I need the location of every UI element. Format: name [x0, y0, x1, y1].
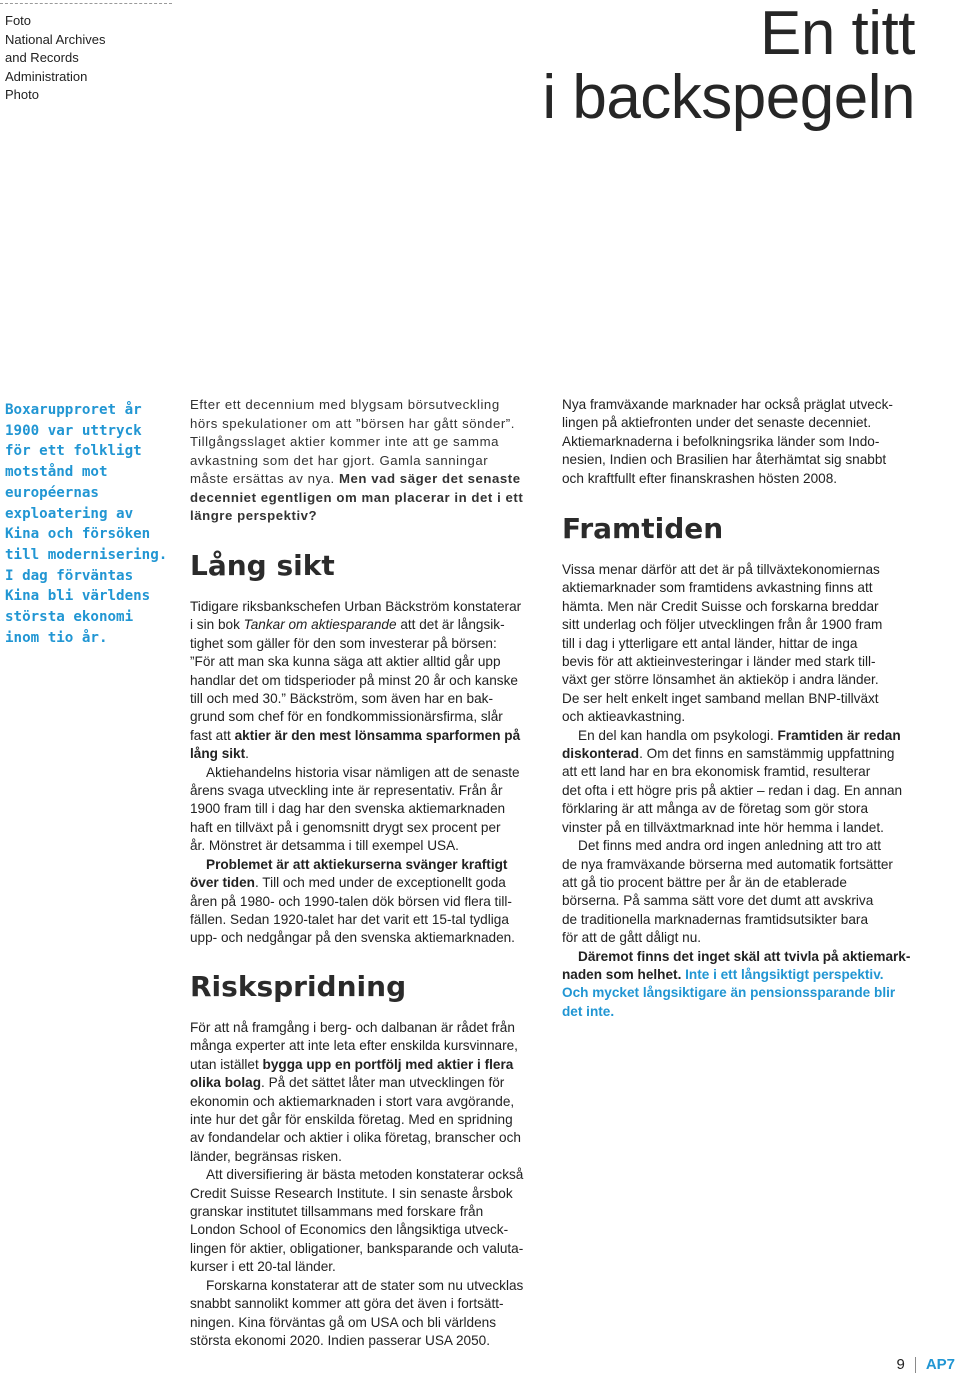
bold-text-run: Problemet är att aktiekurserna svänger kraftigt — [206, 856, 508, 872]
text-line — [562, 616, 932, 634]
text-run: grund som chef för en fondkommissionärsfirma, slår — [190, 709, 503, 725]
bold-text-run: Men vad säger det senaste — [338, 471, 521, 486]
text-run: att ett land har en bra ekonomisk framtid, resulterar — [562, 764, 871, 780]
text-run: ningen. Kina förväntas gå om USA och bli världens — [190, 1314, 497, 1330]
text-run: aktiemarknader som framtidens avkastning finns att — [562, 580, 873, 596]
text-run: För att nå framgång i berg- och dalbanan är rådet från — [190, 1020, 515, 1035]
bold-text-run: diskonterad — [562, 746, 640, 762]
text-run: att gå tio procent bättre per år än de etablerade — [562, 874, 847, 890]
text-run: inom tio år. — [5, 629, 108, 646]
text-line — [190, 856, 550, 874]
text-run: De ser helt enkelt inget samband mellan BNP-tillväxt — [562, 690, 879, 706]
text-line — [190, 745, 550, 763]
text-line — [562, 414, 932, 432]
text-line — [190, 672, 550, 690]
text-run: handlar det om tidsperioder på minst 20 år och kanske — [190, 672, 518, 688]
text-line — [562, 856, 932, 874]
text-line — [562, 1003, 932, 1021]
text-line — [5, 68, 105, 87]
text-line — [5, 524, 180, 545]
text-run: 1900 var uttryck — [5, 422, 142, 439]
text-line — [190, 819, 550, 837]
right-column-intro — [562, 396, 932, 488]
text-line — [5, 504, 180, 525]
text-run: and Records — [5, 50, 79, 65]
text-run: européernas — [5, 484, 99, 501]
text-line — [5, 441, 180, 462]
text-line — [5, 49, 105, 68]
text-line — [190, 635, 550, 653]
text-line — [190, 1203, 550, 1221]
highlight-text-run: Och mycket långsiktigare än pensionssparande blir — [562, 985, 896, 1001]
text-line — [190, 1166, 550, 1184]
section-body-lang-sikt — [190, 598, 550, 948]
text-line — [190, 1332, 550, 1350]
text-line — [562, 451, 932, 469]
text-line — [562, 433, 932, 451]
text-run: största ekonomi — [5, 609, 134, 626]
text-line — [190, 653, 550, 671]
text-line — [190, 1277, 550, 1295]
bold-text-run: bygga upp en portfölj med aktier i flera — [262, 1056, 514, 1072]
text-line — [5, 421, 180, 442]
text-run: till i dag i ytterligare ett antal länder, hittar de inga — [562, 635, 858, 651]
highlight-text-run: Inte i ett långsiktigt perspektiv. — [685, 966, 884, 982]
text-run: Tidigare riksbankschefen Urban Bäckström konstaterar — [190, 599, 522, 614]
text-run: hämta. Men när Credit Suisse och forskarna breddar — [562, 598, 879, 614]
text-run: Att diversifiering är bästa metoden konstaterar också — [206, 1167, 524, 1183]
text-run: snabbt sannolikt kommer att göra det även i fortsätt- — [190, 1296, 504, 1312]
text-run: för att de gått dåligt nu. — [562, 930, 702, 946]
text-line — [5, 628, 180, 649]
text-line — [5, 31, 105, 50]
text-run: lingen för aktier, obligationer, banksparande och valuta- — [190, 1240, 524, 1256]
text-run: Efter ett decennium med blygsam börsutveckling — [190, 397, 500, 412]
text-line — [190, 452, 550, 471]
text-line — [190, 782, 550, 800]
title-line-1: En titt — [759, 0, 915, 68]
text-line — [562, 561, 932, 579]
text-line — [190, 893, 550, 911]
text-run: många experter att inte leta efter enskilda kursvinnare, — [190, 1038, 518, 1054]
text-run: hörs spekulationer om att ”börsen har gått sönder”. — [190, 415, 515, 431]
text-run: tighet som gäller för den som investerar på börsen: — [190, 635, 497, 651]
text-line — [190, 764, 550, 782]
text-run: avkastning som det har gjort. Gamla sanningar — [190, 452, 489, 468]
text-line — [562, 782, 932, 800]
text-run: de traditionella marknadernas framtidsutsikter bara — [562, 911, 869, 927]
page-number: 9 — [896, 1356, 905, 1373]
text-line — [190, 1185, 550, 1203]
text-run: nesien, Indien och Brasilien har återhämtat sig snabbt — [562, 452, 887, 468]
text-run: Kina bli världens — [5, 588, 151, 605]
text-line — [190, 1221, 550, 1239]
text-run: Photo — [5, 87, 39, 102]
text-line — [562, 727, 932, 745]
text-line — [190, 616, 550, 634]
text-run: fast att — [190, 727, 235, 743]
text-line — [190, 1019, 550, 1037]
text-line — [190, 727, 550, 745]
text-run: lingen på aktiefronten under det senaste decenniet. — [562, 415, 872, 431]
text-line — [190, 1093, 550, 1111]
bold-text-run: längre perspektiv? — [190, 508, 318, 523]
bold-text-run: över tiden — [190, 875, 255, 891]
text-run: att det är långsik- — [396, 617, 505, 633]
text-run: ”För att man ska kunna säga att aktier alltid går upp — [190, 654, 501, 670]
text-line — [190, 396, 550, 415]
text-run: Forskarna konstaterar att de stater som nu utvecklas — [206, 1277, 524, 1293]
text-line — [562, 763, 932, 781]
text-line — [190, 489, 550, 508]
text-line — [5, 12, 105, 31]
text-line — [562, 708, 932, 726]
text-run: upp- och nedgångar på den svenska aktiemarknaden. — [190, 930, 515, 946]
text-line — [190, 470, 550, 489]
bold-text-run: Däremot finns det inget skäl att tvivla på aktiemark- — [578, 948, 911, 964]
text-line — [5, 400, 180, 421]
pull-quote — [5, 400, 180, 648]
page-footer — [896, 1356, 955, 1374]
text-run: sitt underlag och följer utvecklingen från år 1900 fram — [562, 617, 883, 633]
text-line — [562, 911, 932, 929]
text-run: Aktiemarknaderna i befolkningsrika länder som Indo- — [562, 433, 880, 449]
text-run: kurser i ett 20-tal länder. — [190, 1259, 336, 1275]
text-run: och kraftfullt efter finanskrashen hösten 2008. — [562, 470, 838, 486]
text-run: ekonomin och aktiemarknaden i stort vara avgörande, — [190, 1093, 515, 1109]
text-line — [562, 819, 932, 837]
text-line — [190, 690, 550, 708]
text-line — [190, 874, 550, 892]
dashed-divider — [0, 3, 172, 4]
text-run: växt ger större lönsamhet än aktieköp i andra länder. — [562, 672, 879, 688]
text-run: National Archives — [5, 31, 106, 47]
text-line — [5, 586, 180, 607]
text-run: år. Mönstret är detsamma i till exempel USA. — [190, 838, 459, 854]
text-line — [5, 607, 180, 628]
text-line — [5, 566, 180, 587]
text-run: En del kan handla om psykologi. — [578, 727, 778, 743]
text-run: länder, begränsas risken. — [190, 1148, 342, 1164]
footer-separator — [915, 1357, 916, 1373]
text-run: Det finns med andra ord ingen anledning att tro att — [578, 838, 882, 854]
title-line-2: i backspegeln — [542, 63, 915, 132]
text-line — [562, 635, 932, 653]
text-run: I dag förväntas — [5, 567, 134, 584]
text-run: åren på 1980- och 1990-talen dök börsen vid flera till- — [190, 893, 512, 909]
text-run: utan istället — [190, 1056, 263, 1072]
text-line — [562, 800, 932, 818]
text-run: Tillgångsslaget aktier kommer inte att ge samma — [190, 434, 500, 449]
text-line — [190, 708, 550, 726]
text-run: haft en tillväxt på i genomsnitt drygt sex procent per — [190, 819, 501, 835]
article-title — [542, 2, 915, 130]
text-line — [5, 545, 180, 566]
text-line — [190, 1129, 550, 1147]
text-run: största ekonomi 2020. Indien passerar USA 2050. — [190, 1332, 490, 1348]
text-line — [190, 1240, 550, 1258]
text-run: i sin bok — [190, 617, 244, 633]
text-run: årens svaga utveckling inte är representativ. Från år — [190, 783, 503, 799]
text-line — [190, 1258, 550, 1276]
text-run: . På det sättet låter man utvecklingen för — [261, 1075, 505, 1091]
italic-text-run: Tankar om aktiesparande — [243, 617, 397, 633]
text-run: exploatering av — [5, 505, 134, 522]
text-run: Aktiehandelns historia visar nämligen att de senaste — [206, 764, 520, 780]
text-line — [190, 598, 550, 616]
bold-text-run: aktier är den mest lönsamma sparformen på — [234, 727, 521, 743]
highlight-text-run: det inte. — [562, 1003, 615, 1019]
text-line — [562, 892, 932, 910]
text-run: . Om det finns en samstämmig uppfattning — [639, 746, 895, 762]
text-run: och aktieavkastning. — [562, 709, 686, 725]
text-run: fällen. Sedan 1920-talet har det varit ett 15-tal tydliga — [190, 911, 509, 927]
text-run: Administration — [5, 68, 88, 84]
text-run: börserna. På samma sätt vore det dumt att avskriva — [562, 893, 874, 909]
text-run: det ofta i ett högre pris på aktier – redan i dag. En annan — [562, 782, 903, 798]
text-line — [562, 671, 932, 689]
text-line — [562, 745, 932, 763]
text-line — [190, 1056, 550, 1074]
text-run: Foto — [5, 13, 32, 28]
text-run: bevis för att aktieinvesteringar i länder med stark till- — [562, 654, 876, 670]
text-line — [562, 948, 932, 966]
text-run: måste ersättas av nya. — [190, 471, 339, 486]
text-line — [190, 911, 550, 929]
text-run: inte hur det går för enskilda företag. Med en spridning — [190, 1112, 513, 1128]
bold-text-run: Framtiden är redan — [777, 727, 901, 743]
intro-paragraph — [190, 396, 550, 526]
text-line — [190, 1148, 550, 1166]
text-line — [562, 984, 932, 1002]
text-run: till modernisering. — [5, 546, 168, 563]
section-body-riskspridning — [190, 1019, 550, 1350]
text-run: Vissa menar därför att det är på tillväxtekonomiernas — [562, 562, 880, 577]
text-line — [562, 579, 932, 597]
bold-text-run: decenniet egentligen om man placerar in det i ett — [190, 489, 524, 505]
text-run: . Till och med under de exceptionellt goda — [254, 875, 506, 891]
section-heading-lang-sikt: Lång sikt — [190, 549, 335, 582]
text-line — [190, 1295, 550, 1313]
bold-text-run: lång sikt — [190, 746, 246, 762]
text-run: London School of Economics den långsiktiga utveck- — [190, 1222, 509, 1238]
text-run: granskar institutet tillsammans med forskare från — [190, 1204, 484, 1220]
text-run: för ett folkligt — [5, 443, 142, 460]
text-line — [190, 929, 550, 947]
text-line — [190, 800, 550, 818]
text-line — [562, 874, 932, 892]
text-run: av fondandelar och aktier i olika företag, branscher och — [190, 1130, 521, 1146]
text-line — [190, 1314, 550, 1332]
text-line — [190, 1111, 550, 1129]
text-line — [5, 483, 180, 504]
bold-text-run: olika bolag — [190, 1075, 262, 1091]
text-run: förklaring är att många av de företag som gör stora — [562, 801, 869, 817]
text-line — [190, 1074, 550, 1092]
section-heading-riskspridning: Riskspridning — [190, 970, 407, 1003]
text-line — [562, 690, 932, 708]
text-line — [5, 86, 105, 105]
text-run: 1900 fram till i dag har den svenska aktiemarknaden — [190, 801, 506, 817]
text-run: Kina och försöken — [5, 526, 151, 543]
text-line — [5, 462, 180, 483]
text-run: de nya framväxande börserna med automatik fortsätter — [562, 856, 893, 872]
text-run: motstånd mot — [5, 464, 108, 481]
publication-name: AP7 — [925, 1356, 955, 1373]
text-line — [190, 507, 550, 526]
text-line — [562, 470, 932, 488]
bold-text-run: naden som helhet. — [562, 966, 686, 982]
text-line — [190, 837, 550, 855]
text-line — [562, 653, 932, 671]
text-run: . — [245, 746, 249, 762]
text-line — [562, 837, 932, 855]
text-run: Boxarupproret år — [5, 402, 142, 418]
text-line — [190, 415, 550, 434]
text-run: till och med 30.” Bäckström, som även har en bak- — [190, 691, 493, 707]
photo-credit — [5, 12, 105, 105]
text-line — [562, 396, 932, 414]
text-run: Credit Suisse Research Institute. I sin senaste årsbok — [190, 1185, 513, 1201]
text-line — [562, 929, 932, 947]
section-heading-framtiden: Framtiden — [562, 512, 724, 545]
text-line — [190, 433, 550, 452]
text-line — [190, 1037, 550, 1055]
text-run: vinster på en tillväxtmarknad inte hör hemma i landet. — [562, 819, 884, 835]
text-line — [562, 966, 932, 984]
text-line — [562, 598, 932, 616]
section-body-framtiden — [562, 561, 932, 1021]
text-run: Nya framväxande marknader har också präglat utveck- — [562, 397, 893, 412]
